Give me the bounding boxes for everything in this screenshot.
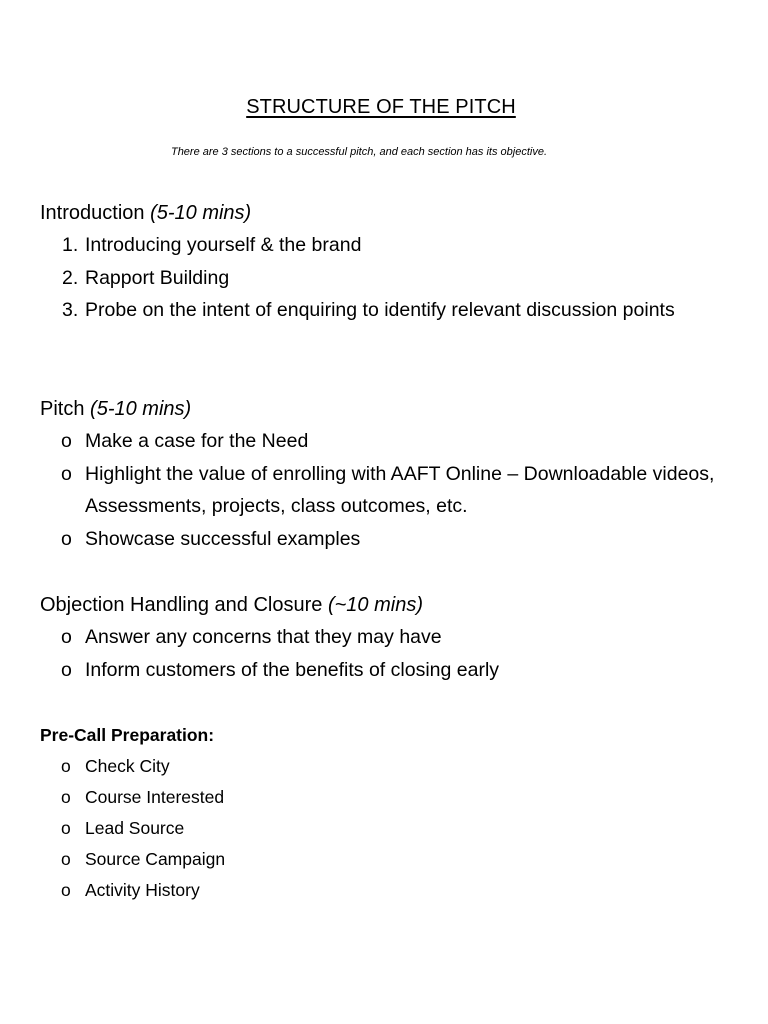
list-item-text: Showcase successful examples — [85, 527, 361, 550]
section-heading-text: Pitch — [40, 398, 85, 420]
section-duration: (~10 mins) — [327, 594, 423, 616]
list-item-text: Source Campaign — [85, 849, 226, 869]
section-pitch — [40, 393, 740, 555]
list-item — [40, 262, 740, 295]
bullet-list — [40, 751, 740, 906]
bullet-list — [40, 425, 740, 555]
section-pre-call-preparation — [40, 719, 740, 906]
bullet-marker: o — [61, 818, 71, 838]
list-item-text: Highlight the value of enrolling with AAFT Online – Downloadable videos, Assessments, projects, class outcomes, etc. — [85, 462, 715, 518]
bullet-marker: o — [61, 849, 71, 869]
list-item — [40, 782, 740, 813]
list-item-text: Course Interested — [85, 787, 225, 807]
list-item-text: Answer any concerns that they may have — [85, 626, 442, 648]
bullet-marker: o — [61, 756, 71, 776]
section-objection-handling — [40, 589, 740, 686]
list-item — [40, 523, 740, 556]
list-number: 2. — [62, 266, 79, 289]
list-item — [40, 294, 740, 327]
section-heading — [40, 393, 740, 425]
list-item-text: Probe on the intent of enquiring to identify relevant discussion points — [85, 299, 675, 322]
list-item — [40, 425, 740, 458]
list-item — [40, 875, 740, 906]
list-item — [40, 844, 740, 875]
document-title: STRUCTURE OF THE PITCH — [246, 96, 516, 118]
list-number: 1. — [62, 234, 79, 256]
list-item — [40, 229, 740, 262]
section-heading: Pre-Call Preparation: — [40, 725, 215, 745]
bullet-marker: o — [61, 430, 72, 452]
list-item-text: Activity History — [85, 880, 200, 900]
list-number: 3. — [62, 299, 79, 322]
list-item-text: Introducing yourself & the brand — [85, 234, 362, 256]
list-item-text: Inform customers of the benefits of closing early — [85, 658, 500, 681]
section-heading-text: Introduction — [40, 202, 145, 224]
bullet-marker: o — [61, 880, 71, 900]
document-subtitle: There are 3 sections to a successful pitch, and each section has its objective. — [170, 146, 548, 158]
numbered-list — [40, 229, 740, 327]
section-heading-text: Objection Handling and Closure — [40, 594, 323, 616]
bullet-marker: o — [61, 658, 72, 681]
list-item — [40, 621, 740, 654]
list-item-text: Make a case for the Need — [85, 430, 309, 452]
list-item — [40, 813, 740, 844]
section-introduction — [40, 197, 740, 327]
bullet-marker: o — [61, 787, 71, 807]
section-duration: (5-10 mins) — [90, 398, 192, 420]
bullet-marker: o — [61, 462, 72, 485]
list-item — [40, 654, 740, 687]
bullet-marker: o — [61, 626, 72, 648]
list-item-text: Lead Source — [85, 818, 185, 838]
bullet-list — [40, 621, 740, 686]
section-duration: (5-10 mins) — [150, 202, 252, 224]
list-item-text: Check City — [85, 756, 170, 776]
list-item — [40, 458, 740, 523]
list-item-text: Rapport Building — [85, 266, 230, 289]
section-heading — [40, 197, 740, 229]
section-heading — [40, 589, 740, 621]
bullet-marker: o — [61, 527, 72, 550]
list-item — [40, 751, 740, 782]
